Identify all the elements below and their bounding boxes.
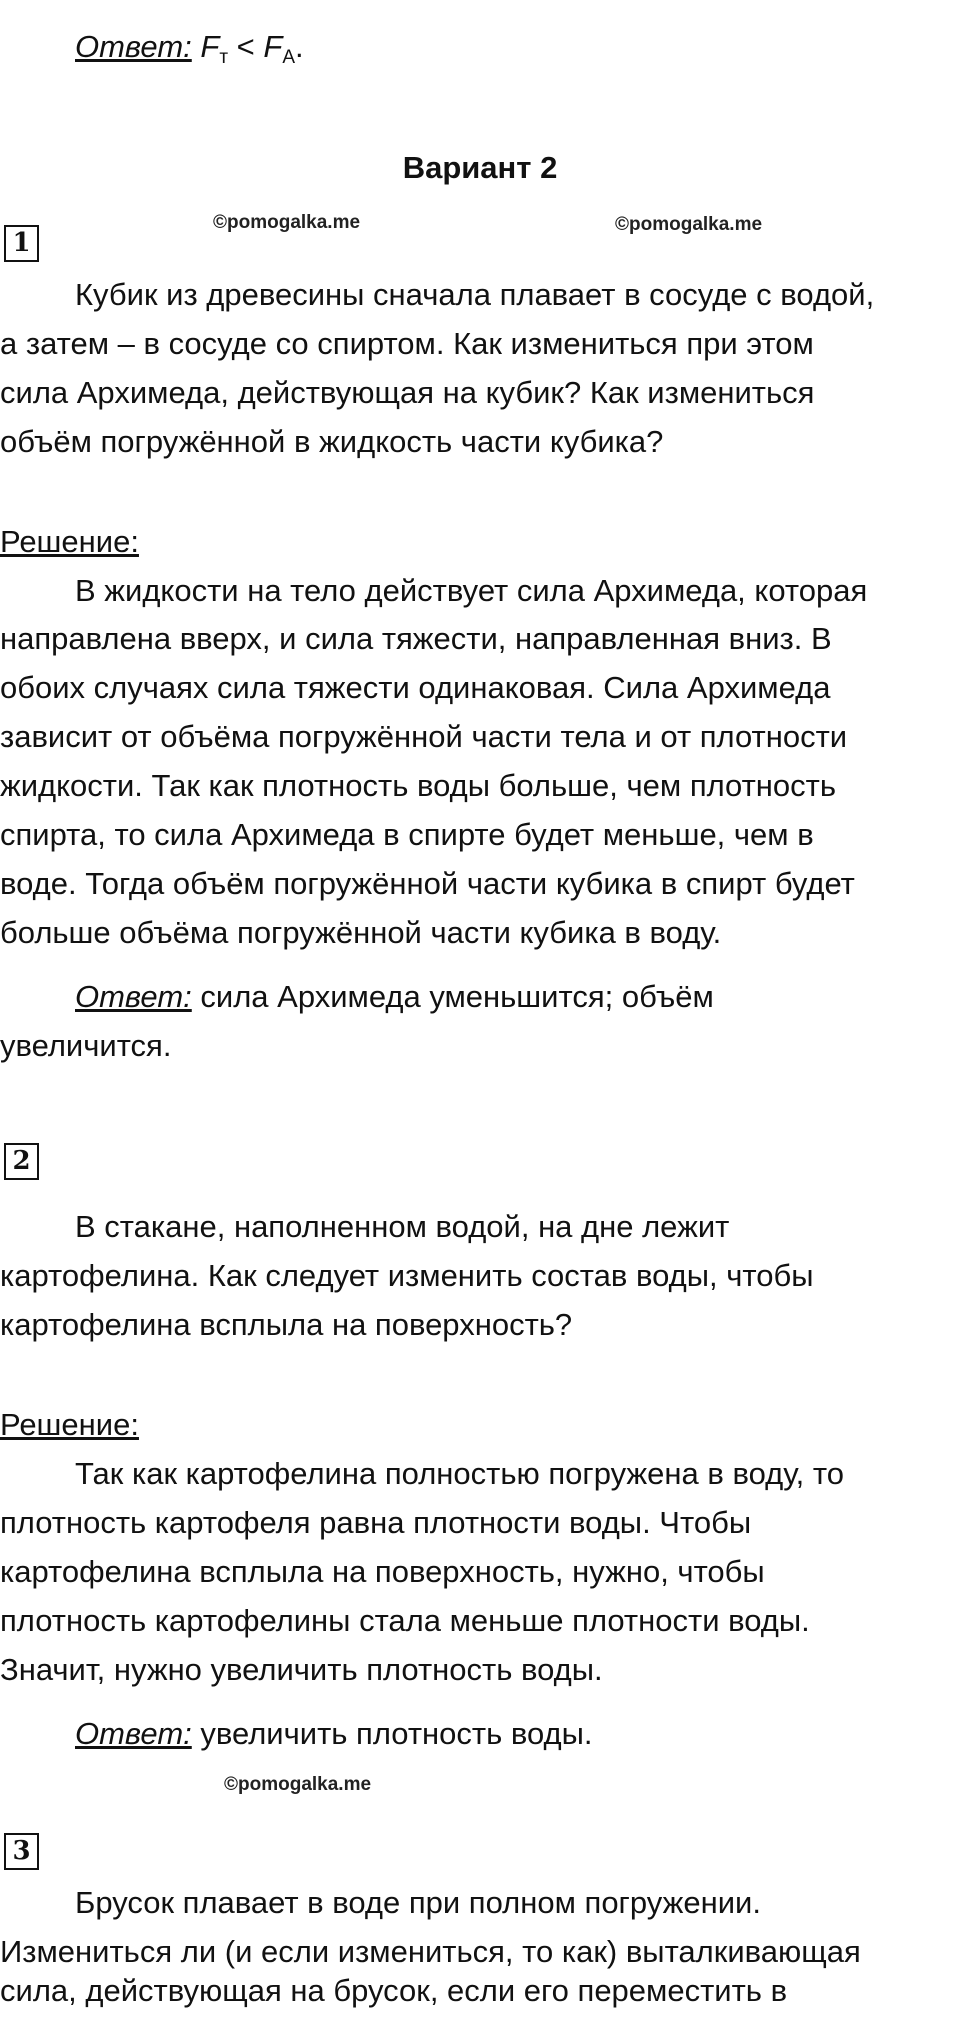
question-line: Брусок плавает в воде при полном погружении. [75, 1885, 761, 1920]
solution-label: Решение: [0, 1407, 139, 1442]
answer-line: Ответ: сила Архимеда уменьшится; объём [75, 979, 714, 1014]
variant-title: Вариант 2 [402, 150, 558, 185]
question-line: картофелина всплыла на поверхность? [0, 1307, 573, 1342]
answer-label: Ответ: [75, 29, 192, 64]
solution-line: зависит от объёма погружённой части тела и от плотности [0, 719, 848, 754]
task-number: 2 [4, 1143, 39, 1180]
task-number: 1 [4, 225, 39, 262]
top-answer: Ответ: $F_т < F_A$. [75, 29, 304, 68]
question-line: картофелина. Как следует изменить состав воды, чтобы [0, 1258, 814, 1293]
watermark: ©pomogalka.me [615, 214, 763, 235]
question-line: а затем – в сосуде со спиртом. Как измениться при этом [0, 326, 814, 361]
force-gravity: $F_т$ [200, 29, 229, 68]
solution-line: плотность картофелины стала меньше плотности воды. [0, 1603, 810, 1638]
solution-line: жидкости. Так как плотность воды больше, чем плотность [0, 768, 837, 803]
solution-line: воде. Тогда объём погружённой части кубика в спирт будет [0, 866, 855, 901]
answer-line: Ответ: увеличить плотность воды. [75, 1716, 593, 1751]
question-line: объём погружённой в жидкость части кубика? [0, 424, 664, 459]
watermark: ©pomogalka.me [224, 1774, 372, 1795]
solution-line: Так как картофелина полностью погружена в воду, то [75, 1456, 844, 1491]
question-line: Кубик из древесины сначала плавает в сосуде с водой, [75, 277, 875, 312]
question-line: сила Архимеда, действующая на кубик? Как измениться [0, 375, 815, 410]
question-line: В стакане, наполненном водой, на дне лежит [75, 1209, 730, 1244]
solution-line: направлена вверх, и сила тяжести, направленная вниз. В [0, 621, 832, 656]
answer-label: Ответ: [75, 1716, 192, 1751]
solution-label: Решение: [0, 524, 139, 559]
question-line: Измениться ли (и если измениться, то как) выталкивающая [0, 1934, 861, 1969]
task-number: 3 [4, 1833, 39, 1870]
solution-line: обоих случаях сила тяжести одинаковая. Сила Архимеда [0, 670, 831, 705]
answer-line: увеличится. [0, 1028, 172, 1063]
solution-line: В жидкости на тело действует сила Архимеда, которая [75, 573, 868, 608]
solution-line: больше объёма погружённой части кубика в воду. [0, 915, 722, 950]
answer-label: Ответ: [75, 979, 192, 1014]
force-archimedes: $F_A$ [263, 29, 295, 68]
solution-line: картофелина всплыла на поверхность, нужно, чтобы [0, 1554, 765, 1589]
question-line: сила, действующая на брусок, если его переместить в [0, 1973, 788, 2008]
solution-line: плотность картофеля равна плотности воды. Чтобы [0, 1505, 752, 1540]
solution-line: Значит, нужно увеличить плотность воды. [0, 1652, 603, 1687]
watermark: ©pomogalka.me [213, 212, 361, 233]
solution-line: спирта, то сила Архимеда в спирте будет меньше, чем в [0, 817, 814, 852]
